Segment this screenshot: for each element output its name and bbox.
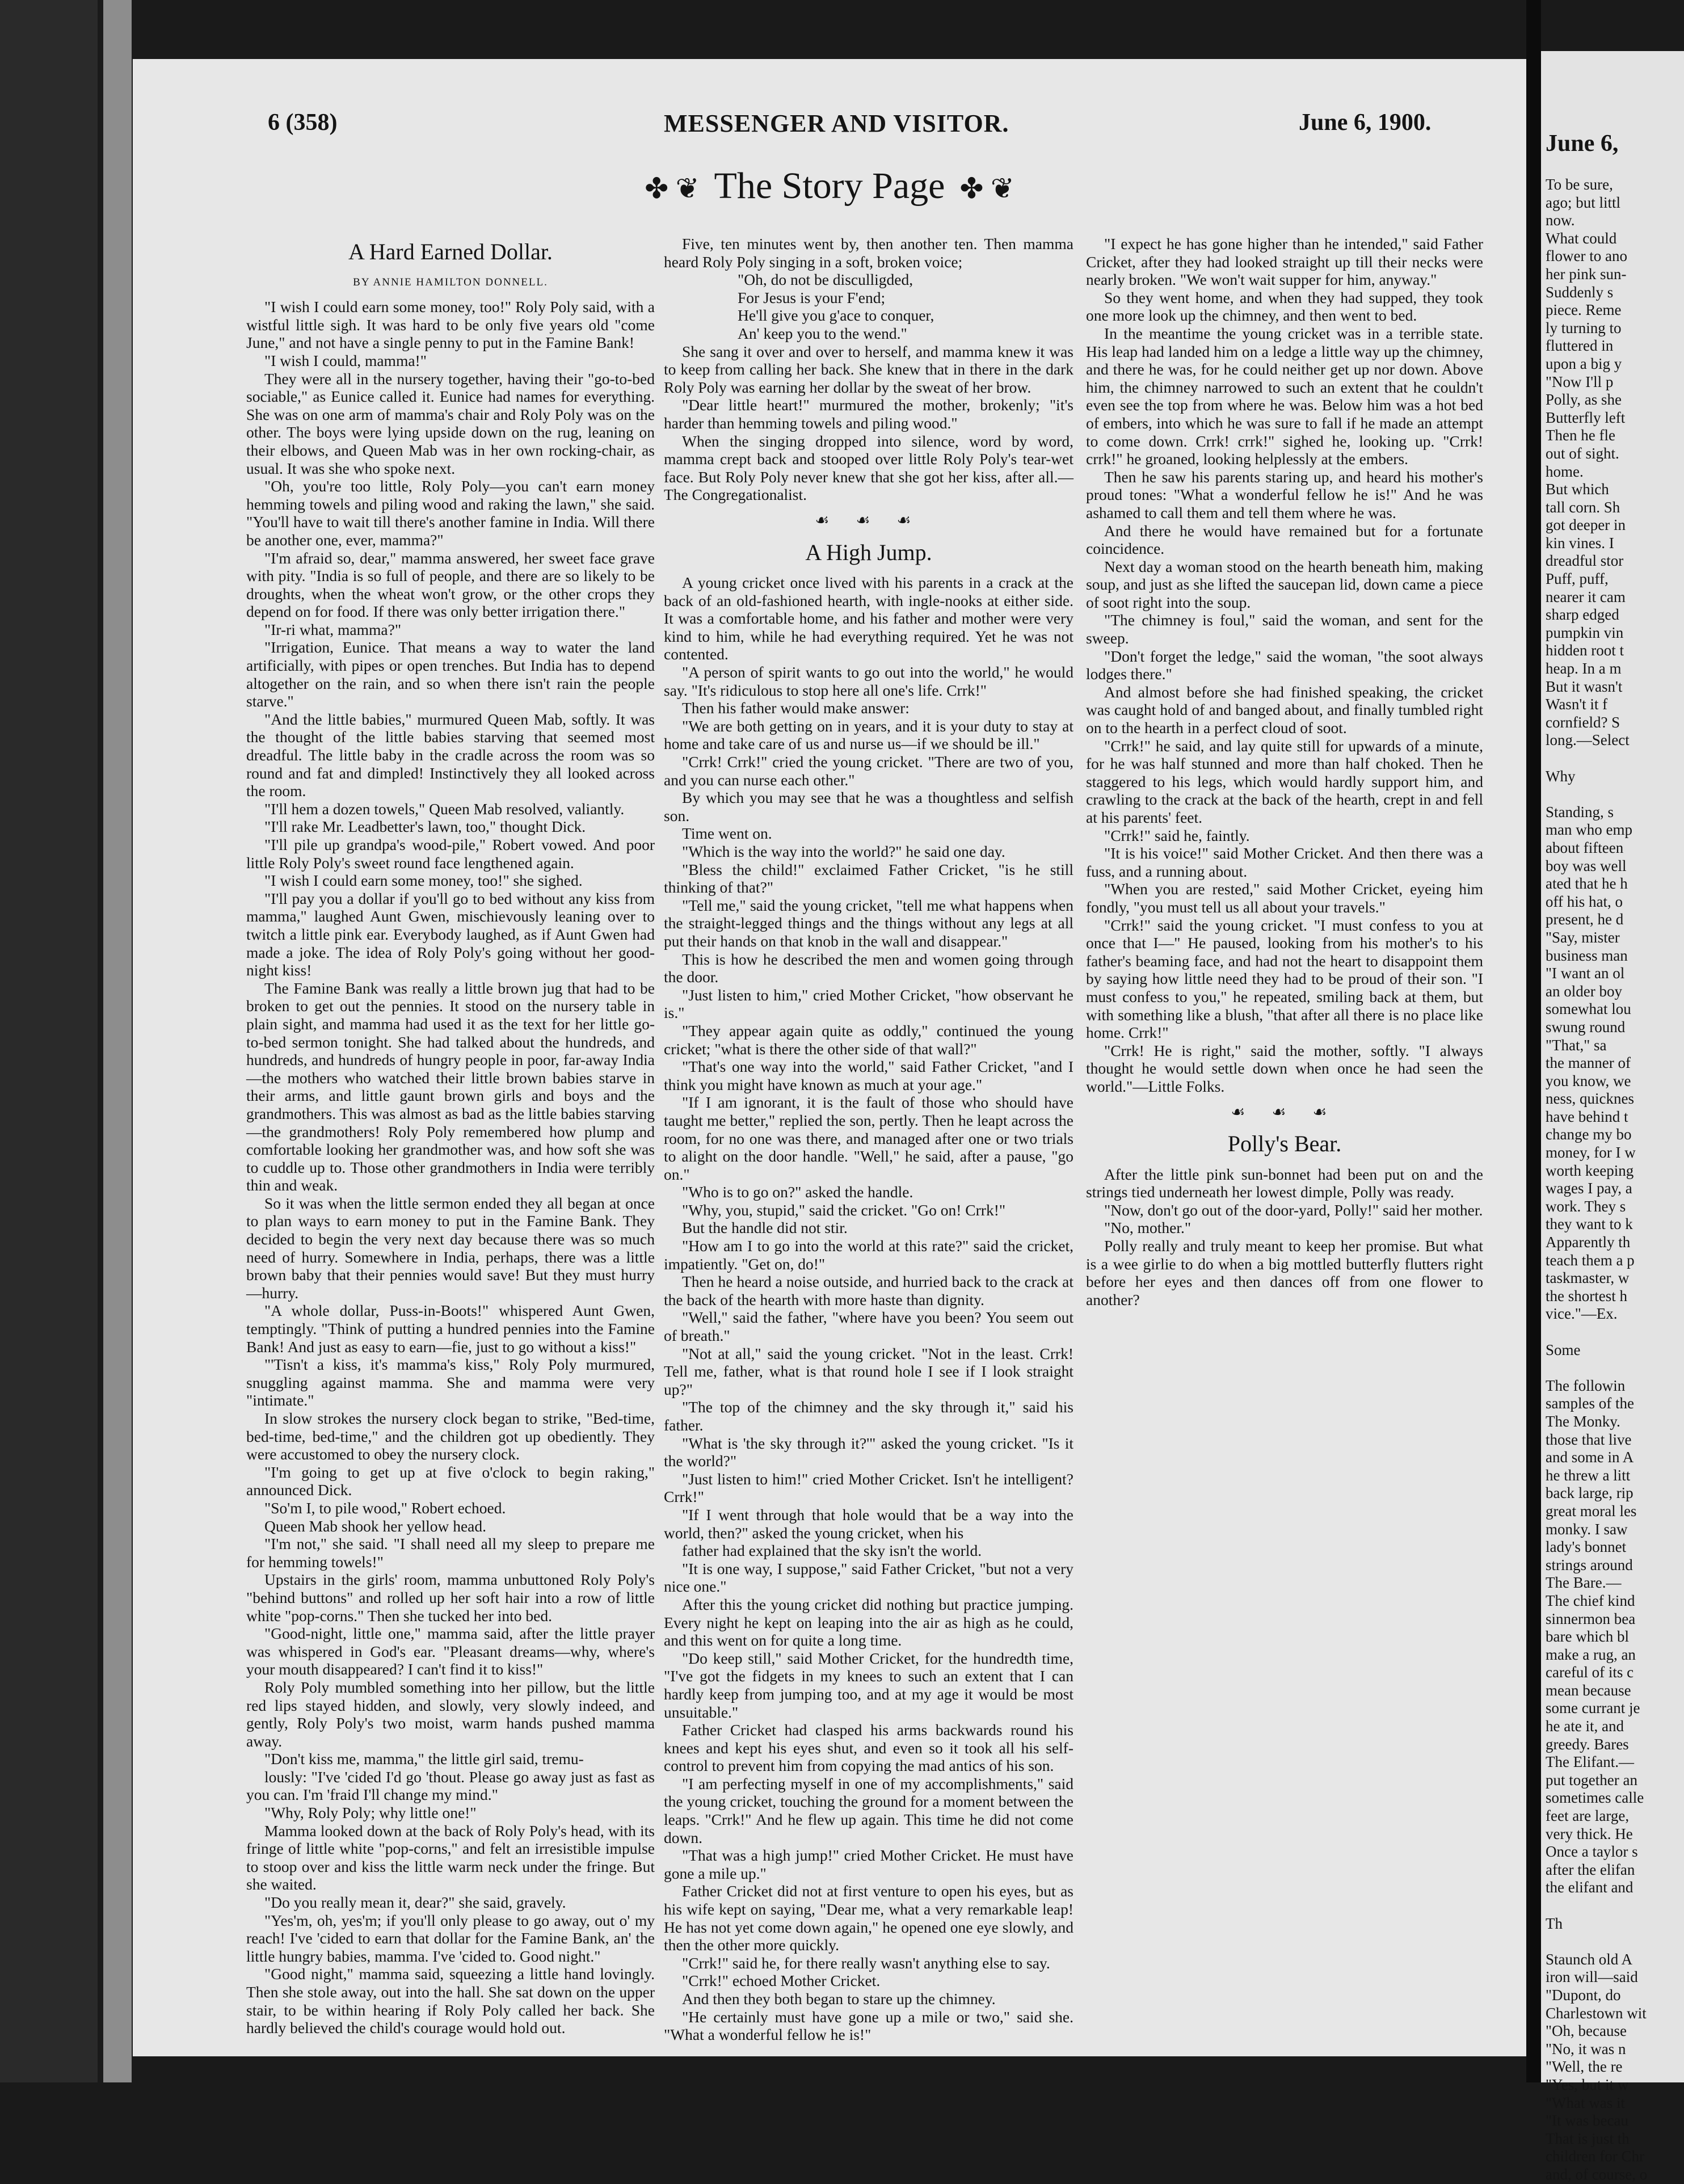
paragraph: "'Tisn't a kiss, it's mamma's kiss," Roly Poly murmured, snuggling against mamma. She and mamma were very "intimate." — [246, 1356, 655, 1409]
adjacent-page-line: greedy. Bares — [1546, 1735, 1629, 1753]
adjacent-page-line: Standing, s — [1546, 803, 1614, 820]
story-title: A High Jump. — [805, 539, 932, 565]
column-1 — [246, 229, 655, 2039]
adjacent-page-line — [1546, 750, 1647, 768]
adjacent-page-line: Once a taylor s — [1546, 1843, 1638, 1861]
adjacent-page-line: boy was well — [1546, 857, 1627, 874]
adjacent-page-line: ago; but littl — [1546, 193, 1620, 211]
hymn-verse — [738, 271, 1073, 342]
adjacent-page-line: But it wasn't — [1546, 677, 1623, 695]
adjacent-page-line: "Oh, because — [1546, 2022, 1627, 2040]
paragraph: "Don't forget the ledge," said the woman, "the soot always lodges there." — [1086, 647, 1483, 683]
adjacent-page-line: the manner of — [1546, 1054, 1631, 1072]
paragraph: Then he heard a noise outside, and hurried back to the crack at the back of the hearth with more haste than dignity. — [664, 1273, 1073, 1308]
adjacent-page-line: Apparently th — [1546, 1234, 1631, 1251]
paragraph: Next day a woman stood on the hearth beneath him, making soup, and just as she lifted the saucepan lid, down came a piece of soot right into the soup. — [1086, 557, 1483, 611]
paragraph: "I wish I could earn some money, too!" Roly Poly said, with a wistful little sigh. It was hard to be only five years old "come June," and not have a single penny to put in the Famine Bank! — [246, 298, 655, 352]
paragraph: "I'll pile up grandpa's wood-pile," Robert vowed. And poor little Roly Poly's sweet round face lengthened again. — [246, 836, 655, 872]
paragraph: "How am I to go into the world at this rate?" said the cricket, impatiently. "Get on, do!" — [664, 1237, 1073, 1273]
paragraph: Then his father would make answer: — [682, 699, 910, 717]
adjacent-page-line: What could — [1546, 229, 1617, 247]
adjacent-page-line: "It was becau — [1546, 2112, 1628, 2130]
paragraph: "Oh, you're too little, Roly Poly—you can't earn money hemming towels and piling wood and raking the lawn," she said. "You'll have to wait till there's another famine in India. Will there be another one, ever, mamma?" — [246, 477, 655, 549]
adjacent-page-line: monky. I saw — [1546, 1520, 1628, 1538]
adjacent-page-line: pumpkin vin — [1546, 624, 1624, 641]
paragraph: "Which is the way into the world?" he said one day. — [682, 843, 1005, 860]
paragraph: "A person of spirit wants to go out into the world," he would say. "It's ridiculous to stop here all one's life. Crrk!" — [664, 663, 1073, 699]
paragraph: "I'm going to get up at five o'clock to begin raking," announced Dick. — [246, 1463, 655, 1499]
adjacent-page-line: The Elifant.— — [1546, 1753, 1634, 1771]
adjacent-page-line: careful of its c — [1546, 1664, 1634, 1681]
adjacent-page-line: feet are large, — [1546, 1807, 1630, 1825]
paragraph: Father Cricket had clasped his arms backwards round his knees and kept his eyes shut, and even so it took all his self-control to prevent him from copying the mad antics of his son. — [664, 1721, 1073, 1775]
adjacent-page-line: vice."—Ex. — [1546, 1305, 1618, 1323]
paragraph: After the little pink sun-bonnet had been put on and the strings tied underneath her lowest dimple, Polly was ready. — [1086, 1165, 1483, 1201]
paragraph: "Crrk! Crrk!" cried the young cricket. "There are two of you, and you can nurse each other." — [664, 753, 1073, 789]
paragraph: "No, mother." — [1104, 1219, 1192, 1237]
adjacent-page-line: lady's bonnet — [1546, 1538, 1627, 1556]
adjacent-page-header: June 6, — [1546, 131, 1619, 157]
adjacent-page-line: present, he d — [1546, 911, 1624, 928]
adjacent-page-line: and, of course, o — [1546, 2165, 1648, 2183]
adjacent-page-line — [1546, 1897, 1647, 1915]
adjacent-page-line: got deeper in — [1546, 516, 1626, 534]
paragraph: "I'm not," she said. "I shall need all my sleep to prepare me for hemming towels!" — [246, 1535, 655, 1571]
paragraph: Upstairs in the girls' room, mamma unbuttoned Roly Poly's "behind buttons" and rolled up her soft hair into a row of little white "pop-corns." Then she tucked her into bed. — [246, 1571, 655, 1625]
page-number: 6 (358) — [268, 110, 338, 136]
adjacent-page-line: The followin — [1546, 1377, 1626, 1394]
paragraph: "What is 'the sky through it?'" asked the young cricket. "Is it the world?" — [664, 1434, 1073, 1470]
paragraph: They were all in the nursery together, having their "go-to-bed sociable," as Eunice called it. Eunice had names for everything. She was on one arm of mamma's chair and Roly Poly was on the other. The boys were lying upside down on the rug, leaning on their elbows, and Queen Mab was in her own rocking-chair, as usual. It was she who spoke next. — [246, 369, 655, 477]
adjacent-page-line: man who emp — [1546, 821, 1632, 839]
adjacent-page-line: put together an — [1546, 1771, 1637, 1789]
adjacent-page-line: they want to k — [1546, 1215, 1633, 1233]
adjacent-page-line: tall corn. Sh — [1546, 498, 1620, 516]
paragraph: She sang it over and over to herself, and mamma knew it was to keep from calling her back. She knew that in there in the dark Roly Poly was earning her dollar by the sweat of her brow. — [664, 342, 1073, 396]
paragraph: Polly really and truly meant to keep her promise. But what is a wee girlie to do when a big mottled butterfly flutters right before her eyes and then dances off from one flower to another? — [1086, 1237, 1483, 1308]
paragraph: "Why, you, stupid," said the cricket. "Go on! Crrk!" — [682, 1201, 1006, 1219]
section-heading — [133, 165, 1526, 208]
adjacent-page-line: money, for I w — [1546, 1144, 1636, 1162]
paragraph: "It is one way, I suppose," said Father Cricket, "but not a very nice one." — [664, 1559, 1073, 1596]
adjacent-page-line: Why — [1546, 767, 1576, 785]
adjacent-page-line: Puff, puff, — [1546, 570, 1609, 588]
verse-line: "Oh, do not be disculligded, — [738, 271, 913, 289]
paragraph: "When you are rested," said Mother Cricket, eyeing him fondly, "you must tell us all about your travels." — [1086, 880, 1483, 916]
adjacent-page-line: flower to ano — [1546, 247, 1627, 265]
paragraph: "Do keep still," said Mother Cricket, for the hundredth time, "I've got the fidgets in my knees to such an extent that I can hardly keep from jumping too, and at my age it would be most unsuitable." — [664, 1649, 1073, 1721]
paragraph: "If I went through that hole would that be a way into the world, then?" asked the young cricket, when his — [664, 1505, 1073, 1542]
paragraph: "Well," said the father, "where have you been? You seem out of breath." — [664, 1308, 1073, 1345]
adjacent-page-line: ness, quicknes — [1546, 1090, 1634, 1108]
adjacent-page-line — [1546, 1933, 1647, 1951]
paragraph: "I'll hem a dozen towels," Queen Mab resolved, valiantly. — [264, 799, 625, 818]
adjacent-page-line: long.—Select — [1546, 731, 1630, 749]
adjacent-page-line: the shortest h — [1546, 1287, 1627, 1304]
section-title: The Story Page — [714, 165, 945, 207]
adjacent-page-line: "I want an ol — [1546, 965, 1625, 982]
paragraph: "Do you really mean it, dear?" she said, gravely. — [264, 1893, 566, 1912]
paragraph: Five, ten minutes went by, then another ten. Then mamma heard Roly Poly singing in a soft, broken voice; — [664, 235, 1073, 271]
section-separator-icon: ☙ ☙ ☙ — [815, 511, 923, 529]
adjacent-page-line: out of sight. — [1546, 444, 1619, 462]
adjacent-page-line: change my bo — [1546, 1126, 1632, 1143]
adjacent-page-line — [1546, 785, 1647, 803]
paragraph: Time went on. — [682, 824, 772, 843]
adjacent-page-text — [1546, 176, 1647, 2184]
paragraph: "Crrk!" said the young cricket. "I must confess to you at once that I—" He paused, looking from his mother's to his father's beaming face, and had not the heart to disappoint them by saying how little need they had to be proud of their son. "I must confess to you," he repeated, smiling back at them, but with something like a blush, "that after all there is no place like home. Crrk!" — [1086, 916, 1483, 1042]
adjacent-page-line: business man — [1546, 946, 1628, 964]
adjacent-page-line: teach them a p — [1546, 1251, 1635, 1269]
paragraph: So they went home, and when they had supped, they took one more look up the chimney, and then went to bed. — [1086, 288, 1483, 325]
paragraph: "The chimney is foul," said the woman, and sent for the sweep. — [1086, 611, 1483, 647]
paragraph: "I'll pay you a dollar if you'll go to bed without any kiss from mamma," laughed Aunt Gwen, mischievously leaning over to twitch a little pink ear. Everybody laughed, as if Aunt Gwen had made a joke. The idea of Roly Poly's going without her good-night kiss! — [246, 889, 655, 979]
adjacent-page-line: strings around — [1546, 1556, 1633, 1573]
adjacent-page-line: home. — [1546, 462, 1584, 480]
adjacent-page-line: ly turning to — [1546, 319, 1622, 336]
issue-date: June 6, 1900. — [1299, 110, 1432, 136]
adjacent-page-line: sometimes calle — [1546, 1789, 1644, 1807]
paragraph: "We are both getting on in years, and it is your duty to stay at home and take care of us and nurse us—if we should be ill." — [664, 717, 1073, 753]
paragraph: Mamma looked down at the back of Roly Poly's head, with its fringe of little white "pop-corns," and felt an irresistible impulse to stoop over and kiss the little warm neck under the fringe. But she waited. — [246, 1821, 655, 1893]
paragraph: Then he saw his parents staring up, and heard his mother's proud tones: "What a wonderful fellow he is!" And he was ashamed to call them and tell them where he was. — [1086, 468, 1483, 521]
adjacent-page-line: make a rug, an — [1546, 1646, 1636, 1663]
paragraph: After this the young cricket did nothing but practice jumping. Every night he kept on leaping into the air as high as he could, and this went on for quite a long time. — [664, 1595, 1073, 1649]
paragraph: The Famine Bank was really a little brown jug that had to be broken to get out the pennies. It stood on the nursery table in plain sight, and mamma had used it as the text for her little go-to-bed sermon tonight. She had talked about the hundreds, and hundreds, and hundreds of hungry people in poor, far-away India—the mothers who watched their little brown babies starve in their arms, and little gaunt brown girls and boys and the grandmothers. This was almost as bad as the little babies starving—the grandmothers! Roly Poly remembered how plump and comfortable looking her grandmother was, and how soft she was to cuddle up to. Those other grandmothers in India were terribly thin and weak. — [246, 979, 655, 1194]
adjacent-page-line: hidden root t — [1546, 642, 1624, 659]
verse-line: For Jesus is your F'end; — [738, 288, 886, 306]
paragraph: "I'll rake Mr. Leadbetter's lawn, too," thought Dick. — [264, 818, 586, 836]
adjacent-page-line: Then he fle — [1546, 427, 1615, 444]
column-3 — [1086, 235, 1483, 2045]
adjacent-page-line: somewhat lou — [1546, 1000, 1631, 1018]
adjacent-page-line: off his hat, o — [1546, 893, 1623, 910]
adjacent-page-line: back large, rip — [1546, 1484, 1634, 1502]
byline: BY ANNIE HAMILTON DONNELL. — [353, 276, 548, 288]
scanner-edge-left — [0, 0, 98, 2082]
adjacent-page-line: children for Chr — [1546, 2148, 1644, 2165]
column-2 — [664, 235, 1073, 2045]
paragraph: "Ir-ri what, mamma?" — [264, 620, 402, 638]
adjacent-page-line: bare which bl — [1546, 1628, 1629, 1646]
leaf-ornament-icon: ✤ ❦ — [959, 172, 1014, 204]
adjacent-page-line: Th — [1546, 1914, 1563, 1932]
paragraph: "Tell me," said the young cricket, "tell me what happens when the straight-legged things and the things without any legs at all put their hands on that knob in the wall and disappear." — [664, 896, 1073, 950]
adjacent-page-line: heap. In a m — [1546, 660, 1622, 677]
paragraph: "Crrk! He is right," said the mother, softly. "I always thought he would settle down when once he had seen the world."—Little Folks. — [1086, 1041, 1483, 1095]
adjacent-page-line: samples of the — [1546, 1395, 1634, 1412]
adjacent-page-line: those that live — [1546, 1430, 1632, 1448]
paragraph: "He certainly must have gone up a mile or two," said she. "What a wonderful fellow he is!" — [664, 2008, 1073, 2044]
story-title: Polly's Bear. — [1227, 1131, 1342, 1157]
adjacent-page-line: "Say, mister — [1546, 928, 1620, 946]
adjacent-page-line: he threw a litt — [1546, 1466, 1631, 1484]
adjacent-page-line: you know, we — [1546, 1072, 1631, 1089]
paragraph: "Irrigation, Eunice. That means a way to water the land artificially, with pipes or open trenches. But India has to depend altogether on the rain, and so when there isn't rain the people starve." — [246, 638, 655, 710]
adjacent-page-line: the elifant and — [1546, 1879, 1634, 1896]
adjacent-page-line: Staunch old A — [1546, 1950, 1632, 1968]
verse-line: An' keep you to the wend." — [738, 324, 907, 342]
paragraph: "Good-night, little one," mamma said, after the little prayer was whispered in God's ear. "Pleasant dreams—why, where's your mouth disappeared? I can't find it to kiss!" — [246, 1625, 655, 1678]
paragraph: lously: "I've 'cided I'd go 'thout. Please go away just as fast as you can. I'm 'fraid I'll change my mind." — [246, 1768, 655, 1804]
adjacent-page-line: "No, it was n — [1546, 2040, 1626, 2057]
adjacent-page-line: Butterfly left — [1546, 409, 1626, 426]
adjacent-page-line: Suddenly s — [1546, 283, 1614, 301]
adjacent-page-line: an older boy — [1546, 982, 1622, 1000]
paragraph: "I am perfecting myself in one of my accomplishments," said the young cricket, touching the ground for a moment between the leaps. "Crrk!" And he flew up again. This time he did not come down. — [664, 1774, 1073, 1846]
paragraph: Roly Poly mumbled something into her pillow, but the little red lips stayed hidden, and slowly, very slowly indeed, and gently, Roly Poly's two moist, warm hands pushed mamma away. — [246, 1678, 655, 1750]
adjacent-page-line: The Bare.— — [1546, 1574, 1622, 1592]
adjacent-page-line: "Yes, but it w — [1546, 2076, 1629, 2093]
adjacent-page-line — [1546, 1323, 1647, 1341]
adjacent-page-line: about fifteen — [1546, 839, 1624, 856]
paragraph: When the singing dropped into silence, word by word, mamma crept back and stooped over little Roly Poly's tear-wet face. But Roly Poly never knew that she got her kiss, after all.—The Congregationalist. — [664, 432, 1073, 504]
paragraph: But the handle did not stir. — [682, 1219, 848, 1237]
verse-line: He'll give you g'ace to conquer, — [738, 306, 934, 325]
adjacent-page-line: ated that he h — [1546, 875, 1628, 893]
adjacent-page-line: mean because — [1546, 1681, 1631, 1699]
adjacent-page-line: worth keeping — [1546, 1162, 1634, 1179]
adjacent-page-line: "Well, the re — [1546, 2058, 1623, 2076]
paragraph: This is how he described the men and women going through the door. — [664, 950, 1073, 986]
paragraph: "They appear again quite as oddly," continued the young cricket; "what is there the other side of that wall?" — [664, 1021, 1073, 1058]
paragraph: "Just listen to him," cried Mother Cricket, "how observant he is." — [664, 986, 1073, 1022]
paragraph: And then they both began to stare up the chimney. — [682, 1990, 996, 2008]
paragraph: "Dear little heart!" murmured the mother, brokenly; "it's harder than hemming towels and piling wood." — [664, 396, 1073, 432]
paragraph: In slow strokes the nursery clock began to strike, "Bed-time, bed-time, bed-time," and the children got up obediently. They were accustomed to obey the nursery clock. — [246, 1409, 655, 1463]
paragraph: father had explained that the sky isn't the world. — [682, 1542, 982, 1560]
paragraph: "Why, Roly Poly; why little one!" — [264, 1804, 477, 1822]
adjacent-page-line: "Dupont, do — [1546, 1986, 1621, 2004]
paragraph: Queen Mab shook her yellow head. — [264, 1517, 487, 1535]
paragraph: "And the little babies," murmured Queen Mab, softly. It was the thought of the little babies starving that seemed most dreadful. The little baby in the cradle across the room was so round and fat and dimpled! Instinctively they all looked across the room. — [246, 710, 655, 800]
adjacent-page-line: Polly, as she — [1546, 391, 1622, 409]
paragraph: So it was when the little sermon ended they all began at once to plan ways to earn money to put in the Famine Bank. They decided to begin the very next day because there was so much need of hurry. Somewhere in India, perhaps, there was a little brown baby that their pennies would save! But they must hurry—hurry. — [246, 1194, 655, 1302]
adjacent-page-line: now. — [1546, 212, 1575, 229]
paragraph: "Crrk!" echoed Mother Cricket. — [682, 1972, 881, 1990]
paragraph: "So'm I, to pile wood," Robert echoed. — [264, 1499, 506, 1517]
paragraph: And almost before she had finished speaking, the cricket was caught hold of and banged about, and finally tumbled right on to the hearth in a perfect cloud of soot. — [1086, 683, 1483, 737]
paragraph: "I'm afraid so, dear," mamma answered, her sweet face grave with pity. "India is so full of people, and there are so likely to be droughts, when the wheat won't grow, or the other crops they depend on for food. If there was only better irrigation there." — [246, 549, 655, 621]
adjacent-page-line: Wasn't it f — [1546, 696, 1608, 713]
adjacent-page-line: iron will—said — [1546, 1968, 1638, 1986]
adjacent-page-line: "What was it — [1546, 2094, 1625, 2111]
adjacent-page-line: kin vines. I — [1546, 534, 1614, 552]
paragraph: "I wish I could, mamma!" — [264, 351, 427, 369]
paragraph: "Not at all," said the young cricket. "Not in the least. Crrk! Tell me, father, what is that round hole I see if I look straight up?" — [664, 1344, 1073, 1398]
story-body — [246, 298, 655, 2037]
adjacent-page-line: work. They s — [1546, 1197, 1626, 1215]
paragraph: "Yes'm, oh, yes'm; if you'll only please to go away, out o' my reach! I've 'cided to earn that dollar for the Famine Bank, an' the little hungry babies, mamma. I've 'cided to. Good night." — [246, 1911, 655, 1965]
adjacent-page-line: he ate it, and — [1546, 1718, 1624, 1735]
paragraph: "Good night," mamma said, squeezing a little hand lovingly. Then she stole away, out into the hall. She sat down on the upper stair, to be within hearing if Roly Poly called her back. She hardly believed the child's courage would hold out. — [246, 1965, 655, 2037]
adjacent-page-line: and some in A — [1546, 1449, 1634, 1466]
adjacent-page-line: Charlestown wit — [1546, 2004, 1647, 2022]
adjacent-page-line: nearer it cam — [1546, 588, 1626, 605]
paragraph: Father Cricket did not at first venture to open his eyes, but as his wife kept on saying, "Dear me, what a very remarkable leap! He has not yet come down again," he opened one eye slowly, and then the other more quickly. — [664, 1882, 1073, 1954]
adjacent-page-line: very thick. He — [1546, 1825, 1633, 1842]
paragraph: "Crrk!" said he, for there really wasn't anything else to say. — [682, 1954, 1050, 1972]
adjacent-page-line: upon a big y — [1546, 355, 1622, 372]
adjacent-page-line: taskmaster, w — [1546, 1269, 1630, 1287]
paragraph: "Now, don't go out of the door-yard, Polly!" said her mother. — [1104, 1201, 1483, 1219]
paragraph: "Bless the child!" exclaimed Father Cricket, "is he still thinking of that?" — [664, 860, 1073, 897]
adjacent-page-line: cornfield? S — [1546, 713, 1620, 731]
adjacent-page-line: sinnermon bea — [1546, 1610, 1636, 1627]
adjacent-page-line: To be sure, — [1546, 176, 1613, 193]
adjacent-page-line: Some — [1546, 1341, 1581, 1358]
adjacent-page-line: The chief kind — [1546, 1592, 1635, 1609]
adjacent-page-line: fluttered in — [1546, 337, 1614, 355]
adjacent-page-line: swung round — [1546, 1018, 1626, 1036]
adjacent-page-line: some currant je — [1546, 1699, 1640, 1717]
paragraph: By which you may see that he was a thoughtless and selfish son. — [664, 789, 1073, 824]
adjacent-page-line: dreadful stor — [1546, 552, 1624, 570]
leaf-ornament-icon: ✤ ❦ — [645, 172, 700, 204]
adjacent-page-line: piece. Reme — [1546, 301, 1622, 319]
newspaper-page — [133, 59, 1526, 2056]
adjacent-page-line: "That," sa — [1546, 1036, 1607, 1054]
adjacent-page-line: her pink sun- — [1546, 265, 1627, 283]
paragraph: "Who is to go on?" asked the handle. — [682, 1183, 913, 1201]
book-gutter — [1526, 0, 1541, 2082]
paragraph: "Crrk!" said he, faintly. — [1104, 826, 1250, 844]
adjacent-page-line: The Monky. — [1546, 1412, 1620, 1430]
page-spine — [103, 0, 132, 2082]
paragraph: "Don't kiss me, mamma," the little girl said, tremu- — [264, 1750, 584, 1768]
adjacent-page-line: great moral les — [1546, 1502, 1637, 1520]
paragraph: "A whole dollar, Puss-in-Boots!" whispered Aunt Gwen, temptingly. "Think of putting a hundred pennies into the Famine Bank! And just as easy to earn—fie, just to go without a kiss!" — [246, 1302, 655, 1356]
paragraph: "If I am ignorant, it is the fault of those who should have taught me better," replied the son, pertly. Then he leapt across the room, for no one was there, and managed after one or two trials to alight on the door handle. "Well," he said, after a pause, "go on." — [664, 1093, 1073, 1183]
adjacent-page-line: sharp edged — [1546, 606, 1619, 624]
adjacent-page-line: wages I pay, a — [1546, 1180, 1632, 1197]
paragraph: "Crrk!" he said, and lay quite still for upwards of a minute, for he was half stunned and more than half choked. Then he staggered to his legs, which would hardly support him, and crawling to the crack at the back of the hearth, crept in and fell at his parents' feet. — [1086, 737, 1483, 826]
adjacent-page-line: "Now I'll p — [1546, 373, 1614, 390]
paragraph: In the meantime the young cricket was in a terrible state. His leap had landed him on a ledge a little way up the chimney, and there he was, for he could neither get up nor down. Above him, the chimney narrowed to such an extent that he couldn't even see the top from where he was. Below him was a hot bed of embers, into which he was sure to fall if he made an attempt to come down. Crrk! crrk!" sighed he, looking up. "Crrk! crrk!" he groaned, looking helplessly at the embers. — [1086, 324, 1483, 468]
story-title: A Hard Earned Dollar. — [348, 239, 553, 264]
paragraph: "I expect he has gone higher than he intended," said Father Cricket, after they had looked straight up till their necks were nearly broken. "We won't wait supper for him, anyway." — [1086, 235, 1483, 289]
paragraph: "It is his voice!" said Mother Cricket. And then there was a fuss, and a running about. — [1086, 844, 1483, 880]
masthead: MESSENGER AND VISITOR. — [664, 110, 1009, 137]
paragraph: "That's one way into the world," said Father Cricket, "and I think you might have known as much at your age." — [664, 1058, 1073, 1093]
adjacent-page-line: But which — [1546, 481, 1609, 498]
paragraph: "I wish I could earn some money, too!" she sighed. — [264, 872, 583, 890]
adjacent-page-line: have behind t — [1546, 1108, 1628, 1125]
paragraph: A young cricket once lived with his parents in a crack at the back of an old-fashioned hearth, with ingle-nooks at either side. It was a comfortable home, and his father and mother were very kind to him, while he had everything required. Yet he was not contented. — [664, 574, 1073, 663]
section-separator-icon: ☙ ☙ ☙ — [1231, 1103, 1338, 1121]
paragraph: "The top of the chimney and the sky through it," said his father. — [664, 1398, 1073, 1434]
paragraph: And there he would have remained but for a fortunate coincidence. — [1086, 521, 1483, 558]
paragraph: "Just listen to him!" cried Mother Cricket. Isn't he intelligent? Crrk!" — [664, 1470, 1073, 1506]
adjacent-page-line — [1546, 1359, 1647, 1377]
adjacent-page-line: after the elifan — [1546, 1861, 1635, 1878]
paragraph: "That was a high jump!" cried Mother Cricket. He must have gone a mile up." — [664, 1846, 1073, 1882]
adjacent-page-line: That is just th — [1546, 2130, 1630, 2147]
adjacent-page — [1541, 51, 1684, 2183]
